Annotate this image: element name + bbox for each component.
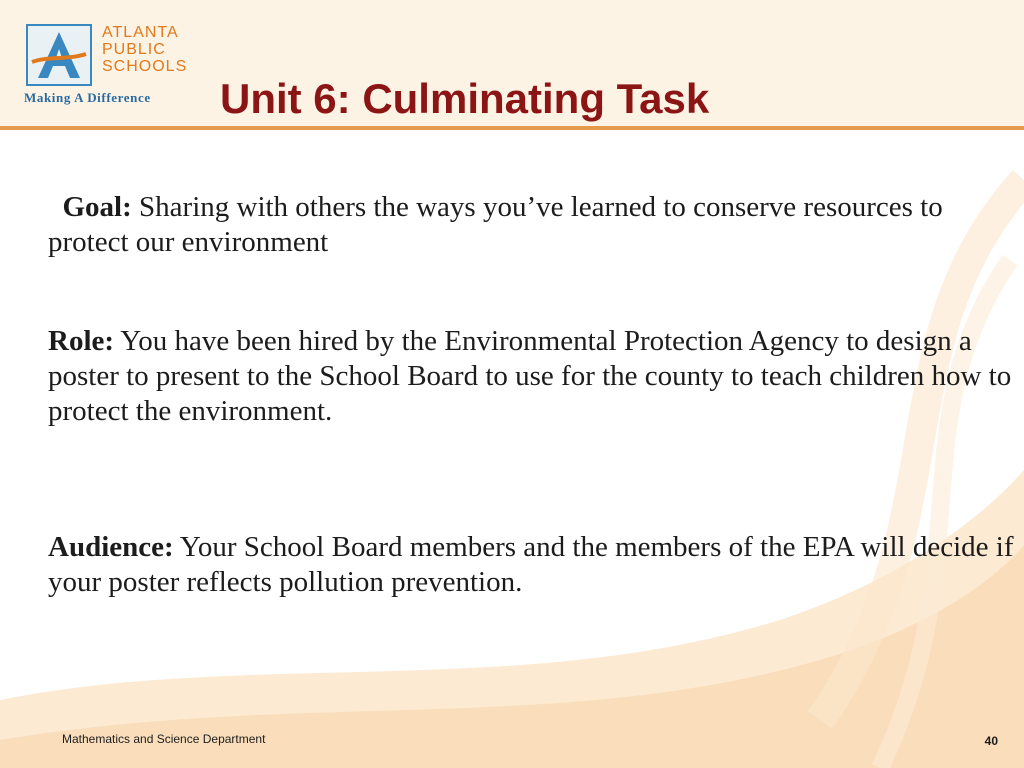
logo-line-atlanta: ATLANTA [102,24,179,41]
goal-paragraph [48,190,1014,260]
header-divider [0,126,1024,130]
goal-text: Sharing with others the ways you’ve learned to conserve resources to protect our environment [48,191,943,258]
audience-label: Audience: [48,531,174,563]
slide-title: Unit 6: Culminating Task [220,75,710,122]
aps-logo [22,22,202,108]
role-label: Role: [48,325,115,357]
letter-a-icon [28,26,90,84]
audience-text: Your School Board members and the members of the EPA will decide if your poster reflects pollution prevention. [48,531,1014,598]
logo-line-schools: SCHOOLS [102,58,188,75]
logo-wordmark [102,24,202,75]
role-text: You have been hired by the Environmental Protection Agency to design a poster to present to the School Board to use for the county to teach children how to protect the environment. [48,325,1012,427]
logo-emblem [26,24,92,86]
goal-label: Goal: [62,191,132,223]
page-number: 40 [984,734,998,748]
logo-tagline: Making A Difference [24,90,151,105]
logo-line-public: PUBLIC [102,41,166,58]
audience-paragraph [48,530,1014,600]
footer-department: Mathematics and Science Department [62,732,266,746]
role-paragraph [48,324,1014,429]
